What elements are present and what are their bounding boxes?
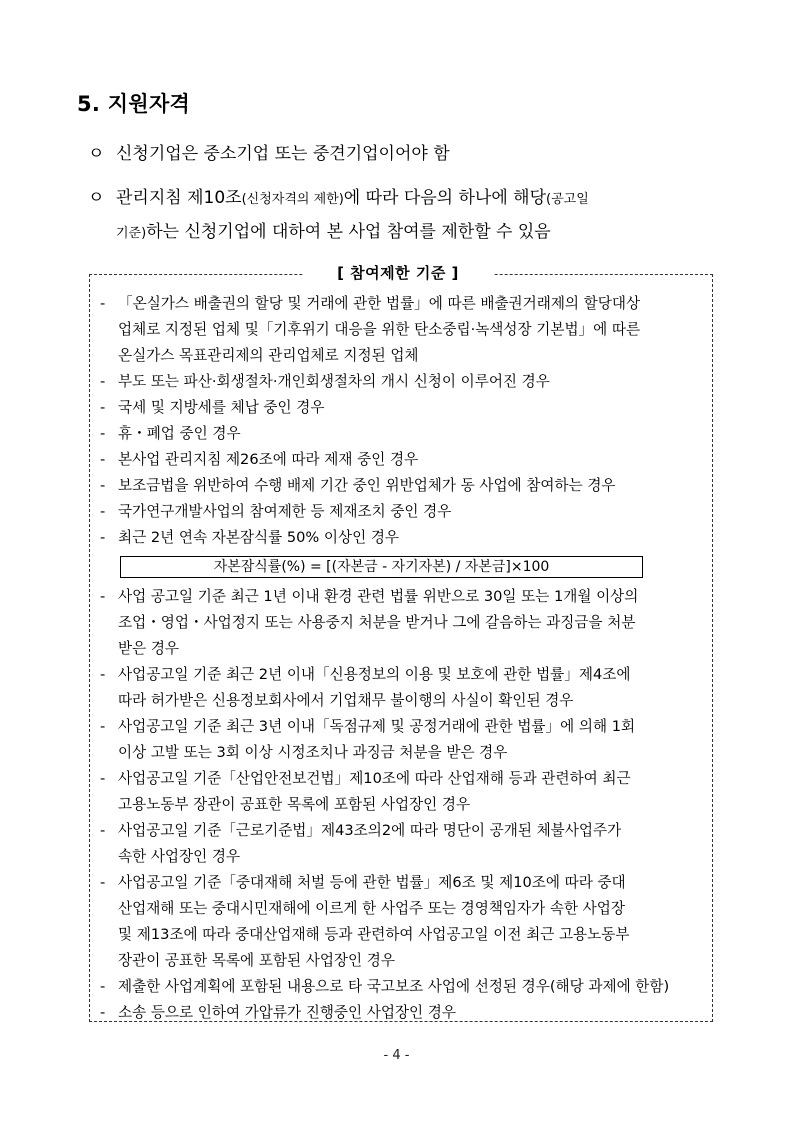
criteria-line: 국세 및 지방세를 체납 중인 경우 xyxy=(118,399,325,416)
criteria-line: 사업공고일 기준 최근 3년 이내「독점규제 및 공정거래에 관한 법률」에 의해 1회 xyxy=(118,718,636,735)
bullet-eligibility xyxy=(88,139,450,164)
criteria-line: 제출한 사업계획에 포함된 내용으로 타 국고보조 사업에 선정된 경우(해당 과제에 한함) xyxy=(118,978,670,995)
bullet-mark: ㅇ xyxy=(88,188,105,208)
criteria-item xyxy=(100,870,708,974)
criteria-dash: - xyxy=(100,295,106,312)
criteria-dash: - xyxy=(100,588,106,605)
criteria-item xyxy=(100,499,708,525)
criteria-dash: - xyxy=(100,425,106,442)
criteria-item xyxy=(100,1000,708,1026)
criteria-line: 본사업 관리지침 제26조에 따라 제재 중인 경우 xyxy=(118,451,419,468)
criteria-line: 조업・영업・사업정지 또는 사용중지 처분을 받거나 그에 갈음하는 과징금을 처분 xyxy=(118,614,636,631)
bullet-text-part: 하는 신청기업에 대하여 본 사업 참여를 제한할 수 있음 xyxy=(146,222,551,242)
criteria-item xyxy=(100,818,708,870)
criteria-line: 따라 허가받은 신용정보회사에서 기업채무 불이행의 사실이 확인된 경우 xyxy=(118,692,574,709)
criteria-dash: - xyxy=(100,822,106,839)
criteria-dash: - xyxy=(100,477,106,494)
criteria-line: 고용노동부 장관이 공표한 목록에 포함된 사업장인 경우 xyxy=(118,796,471,813)
criteria-dash: - xyxy=(100,874,106,891)
capital-erosion-formula: 자본잠식률(%) = [(자본금 - 자기자본) / 자본금]×100 xyxy=(120,556,643,578)
bullet-mark: ㅇ xyxy=(88,144,105,164)
criteria-line: 받은 경우 xyxy=(118,640,180,657)
criteria-line: 사업공고일 기준「중대재해 처벌 등에 관한 법률」제6조 및 제10조에 따라 중대 xyxy=(118,874,626,891)
criteria-line: 장관이 공표한 목록에 포함된 사업장인 경우 xyxy=(118,952,395,969)
criteria-dash: - xyxy=(100,978,106,995)
criteria-dash: - xyxy=(100,451,106,468)
bullet-text-part: 에 따라 다음의 하나에 해당 xyxy=(343,188,547,208)
criteria-line: 최근 2년 연속 자본잠식률 50% 이상인 경우 xyxy=(118,529,400,546)
criteria-line: 부도 또는 파산·회생절차·개인회생절차의 개시 신청이 이루어진 경우 xyxy=(118,373,550,390)
criteria-item xyxy=(100,525,708,551)
criteria-line: 사업공고일 기준「산업안전보건법」제10조에 따라 산업재해 등과 관련하여 최근 xyxy=(118,770,631,787)
criteria-dash: - xyxy=(100,529,106,546)
criteria-line: 속한 사업장인 경우 xyxy=(118,848,241,865)
criteria-item xyxy=(100,766,708,818)
criteria-dash: - xyxy=(100,666,106,683)
criteria-line: 업체로 지정된 업체 및「기후위기 대응을 위한 탄소중립·녹색성장 기본법」에 따른 xyxy=(118,321,641,338)
criteria-line: 이상 고발 또는 3회 이상 시정조치나 과징금 처분을 받은 경우 xyxy=(118,744,508,761)
criteria-line: 소송 등으로 인하여 가압류가 진행중인 사업장인 경우 xyxy=(118,1004,456,1021)
bullet-text-note: 기준) xyxy=(116,226,147,241)
criteria-item xyxy=(100,584,708,662)
criteria-dash: - xyxy=(100,770,106,787)
criteria-dash: - xyxy=(100,1004,106,1021)
criteria-line: 「온실가스 배출권의 할당 및 거래에 관한 법률」에 따른 배출권거래제의 할당대상 xyxy=(118,295,641,312)
criteria-dash: - xyxy=(100,718,106,735)
criteria-item xyxy=(100,662,708,714)
criteria-item xyxy=(100,395,708,421)
criteria-item xyxy=(100,473,708,499)
criteria-box-title: [ 참여제한 기준 ] xyxy=(303,261,493,285)
bullet-text-part: 관리지침 제10조 xyxy=(116,188,242,208)
criteria-line: 사업 공고일 기준 최근 1년 이내 환경 관련 법률 위반으로 30일 또는 1개월 이상의 xyxy=(118,588,639,605)
bullet-restriction-cont xyxy=(116,217,551,242)
criteria-line: 및 제13조에 따라 중대산업재해 등과 관련하여 사업공고일 이전 최근 고용노동부 xyxy=(118,926,630,943)
criteria-item xyxy=(100,714,708,766)
criteria-line: 온실가스 목표관리제의 관리업체로 지정된 업체 xyxy=(118,347,419,364)
criteria-dash: - xyxy=(100,373,106,390)
criteria-line: 산업재해 또는 중대시민재해에 이르게 한 사업주 또는 경영책임자가 속한 사업장 xyxy=(118,900,625,917)
criteria-line: 사업공고일 기준 최근 2년 이내「신용정보의 이용 및 보호에 관한 법률」제4조에 xyxy=(118,666,631,683)
criteria-line: 휴・폐업 중인 경우 xyxy=(118,425,241,442)
criteria-dash: - xyxy=(100,399,106,416)
criteria-dash: - xyxy=(100,503,106,520)
criteria-line: 국가연구개발사업의 참여제한 등 제재조치 중인 경우 xyxy=(118,503,452,520)
criteria-item xyxy=(100,291,708,369)
criteria-item xyxy=(100,974,708,1000)
bullet-text-note: (신청자격의 제한) xyxy=(241,192,344,207)
bullet-restriction xyxy=(88,183,589,208)
criteria-item xyxy=(100,447,708,473)
section-title: 5. 지원자격 xyxy=(77,92,191,116)
page-number: - 4 - xyxy=(383,1048,410,1063)
bullet-text: 신청기업은 중소기업 또는 중견기업이어야 함 xyxy=(116,144,450,164)
criteria-item xyxy=(100,421,708,447)
criteria-line: 사업공고일 기준「근로기준법」제43조의2에 따라 명단이 공개된 체불사업주가 xyxy=(118,822,622,839)
criteria-line: 보조금법을 위반하여 수행 배제 기간 중인 위반업체가 동 사업에 참여하는 경우 xyxy=(118,477,616,494)
criteria-item xyxy=(100,369,708,395)
bullet-text-note: (공고일 xyxy=(546,192,589,207)
